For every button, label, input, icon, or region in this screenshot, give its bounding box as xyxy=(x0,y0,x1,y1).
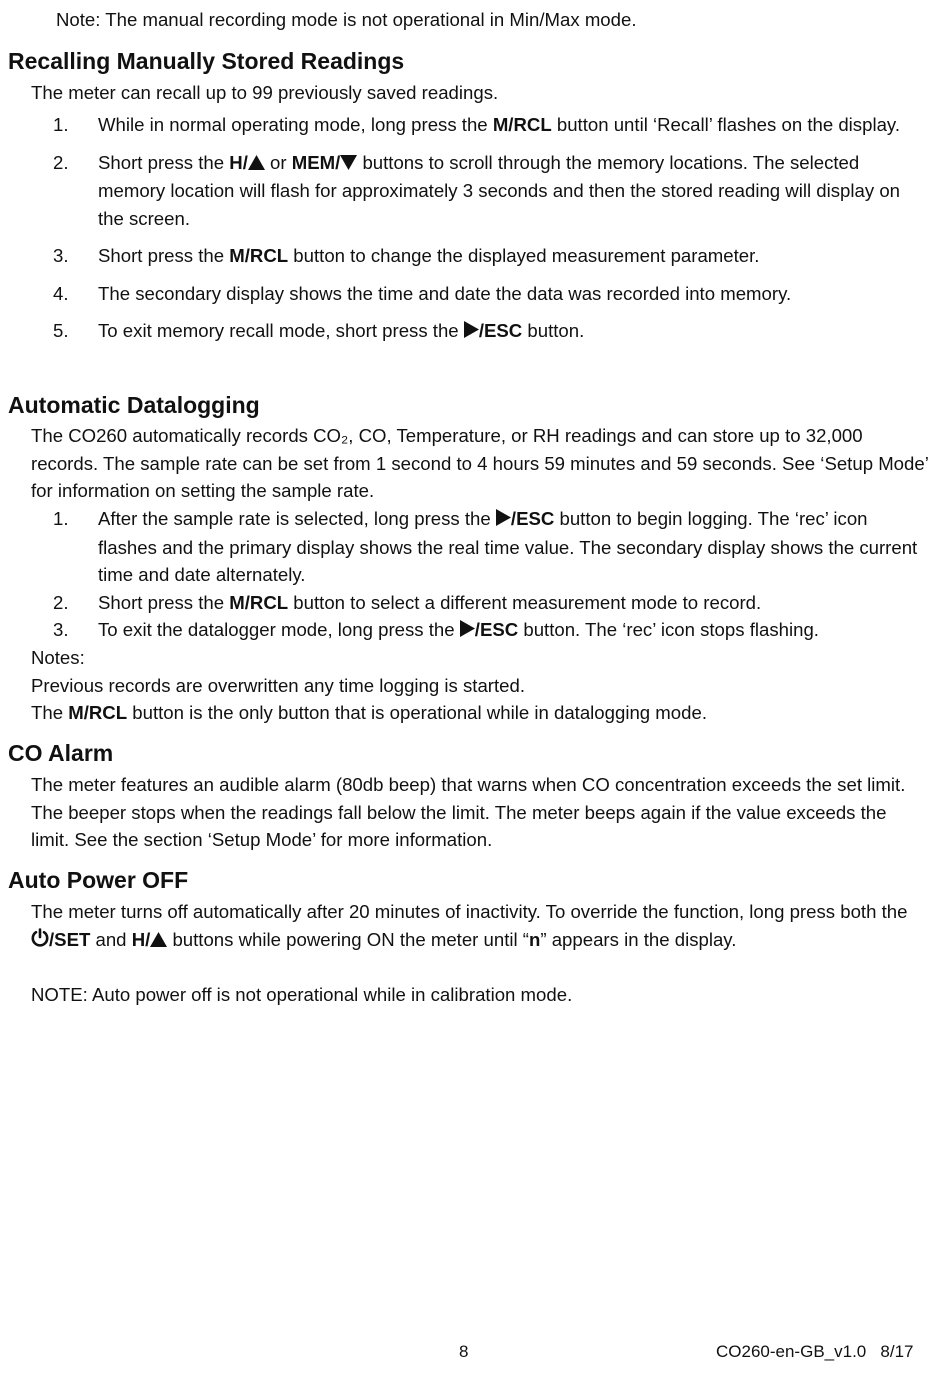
auto-power-note: NOTE: Auto power off is not operational while in calibration mode. xyxy=(31,984,573,1005)
power-icon xyxy=(31,927,49,955)
section-heading-recall: Recalling Manually Stored Readings xyxy=(8,48,405,74)
paragraph-text: ” appears in the display. xyxy=(540,928,737,950)
esc-button-label: /ESC xyxy=(510,508,555,529)
triangle-right-icon xyxy=(460,617,475,645)
triangle-up-icon xyxy=(150,927,167,955)
mrcl-button-label: M/RCL xyxy=(68,702,128,723)
step-number: 5. xyxy=(53,320,69,341)
step-text: After the sample rate is selected, long press the xyxy=(98,508,496,529)
triangle-right-icon xyxy=(496,506,511,534)
step-text: button. The ‘rec’ icon stops flashing. xyxy=(518,619,819,640)
recall-step-5 xyxy=(31,317,921,346)
step-number: 2. xyxy=(53,151,69,173)
paragraph-text: The meter turns off automatically after 20 minutes of inactivity. To override the function, long press both the xyxy=(31,901,908,922)
step-number: 1. xyxy=(53,114,69,135)
recall-step-3 xyxy=(31,242,921,270)
step-number: 3. xyxy=(53,619,69,640)
recall-intro: The meter can recall up to 99 previously saved readings. xyxy=(31,82,499,103)
set-button-label: /SET xyxy=(49,928,91,950)
step-text: The secondary display shows the time and date the data was recorded into memory. xyxy=(98,282,792,304)
esc-button-label: /ESC xyxy=(474,619,519,640)
recall-step-1 xyxy=(31,111,921,139)
recall-step-4 xyxy=(31,280,921,308)
mrcl-button-label: M/RCL xyxy=(229,245,289,266)
auto-power-text xyxy=(31,898,921,954)
datalog-intro: The CO260 automatically records CO₂, CO, Temperature, or RH readings and can store up to 32,000 records. The sample rate can be set from 1 second to 4 hours 59 minutes and 59 seconds. See ‘Setup Mode’ for information on setting the sample rate. xyxy=(31,425,929,501)
top-note: Note: The manual recording mode is not operational in Min/Max mode. xyxy=(56,9,637,30)
h-button-label: H/ xyxy=(131,928,151,950)
step-text: Short press the xyxy=(98,151,230,173)
note-text: The xyxy=(31,702,69,723)
display-char: n xyxy=(529,928,541,950)
triangle-down-icon xyxy=(340,150,357,178)
paragraph-text: buttons while powering ON the meter until “ xyxy=(167,928,529,950)
step-number: 2. xyxy=(53,591,69,613)
datalog-steps xyxy=(31,505,921,645)
triangle-right-icon xyxy=(464,318,479,346)
esc-button-label: /ESC xyxy=(478,320,523,341)
datalog-note-2 xyxy=(31,699,936,727)
mrcl-button-label: M/RCL xyxy=(229,591,289,613)
step-text: button to change the displayed measurement parameter. xyxy=(288,245,760,266)
datalog-step-3 xyxy=(31,616,921,645)
step-text: buttons to scroll through the memory locations. The selected memory location will flash for approximately 3 seconds and then the stored reading will display on the screen. xyxy=(98,151,901,229)
step-text: or xyxy=(264,151,292,173)
step-text: Short press the xyxy=(98,245,230,266)
datalog-step-1 xyxy=(31,505,921,589)
co-alarm-text: The meter features an audible alarm (80db beep) that warns when CO concentration exceeds the set limit. The beeper stops when the readings fall below the limit. The meter beeps again if the value exceeds the limit. See the section ‘Setup Mode’ for more information. xyxy=(31,774,906,850)
recall-steps xyxy=(31,111,921,346)
section-heading-auto-power-off: Auto Power OFF xyxy=(8,867,189,893)
mem-button-label: MEM/ xyxy=(291,151,341,173)
step-number: 3. xyxy=(53,245,69,266)
step-text: While in normal operating mode, long press the xyxy=(98,114,493,135)
recall-step-2 xyxy=(31,149,921,233)
step-number: 1. xyxy=(53,508,69,529)
note-text: button is the only button that is operational while in datalogging mode. xyxy=(127,702,707,723)
step-text: button to begin logging. The ‘rec’ icon flashes and the primary display shows the real time value. The secondary display shows the current time and date alternately. xyxy=(98,508,918,585)
step-text: To exit memory recall mode, short press the xyxy=(98,320,464,341)
datalog-step-2 xyxy=(31,589,921,617)
step-text: To exit the datalogger mode, long press the xyxy=(98,619,460,640)
step-number: 4. xyxy=(53,282,69,304)
section-heading-co-alarm: CO Alarm xyxy=(8,740,114,766)
datalog-note-1: Previous records are overwritten any time logging is started. xyxy=(31,675,525,696)
document-id: CO260-en-GB_v1.0 8/17 xyxy=(716,1342,914,1361)
paragraph-text: and xyxy=(90,928,132,950)
datalog-notes-label: Notes: xyxy=(31,647,85,668)
section-heading-datalogging: Automatic Datalogging xyxy=(8,392,260,418)
step-text: Short press the xyxy=(98,591,230,613)
page-number: 8 xyxy=(459,1342,469,1361)
step-text: button to select a different measurement mode to record. xyxy=(288,591,762,613)
step-text: button until ‘Recall’ flashes on the display. xyxy=(551,114,901,135)
mrcl-button-label: M/RCL xyxy=(492,114,552,135)
h-button-label: H/ xyxy=(229,151,248,173)
triangle-up-icon xyxy=(248,150,265,178)
step-text: button. xyxy=(522,320,585,341)
